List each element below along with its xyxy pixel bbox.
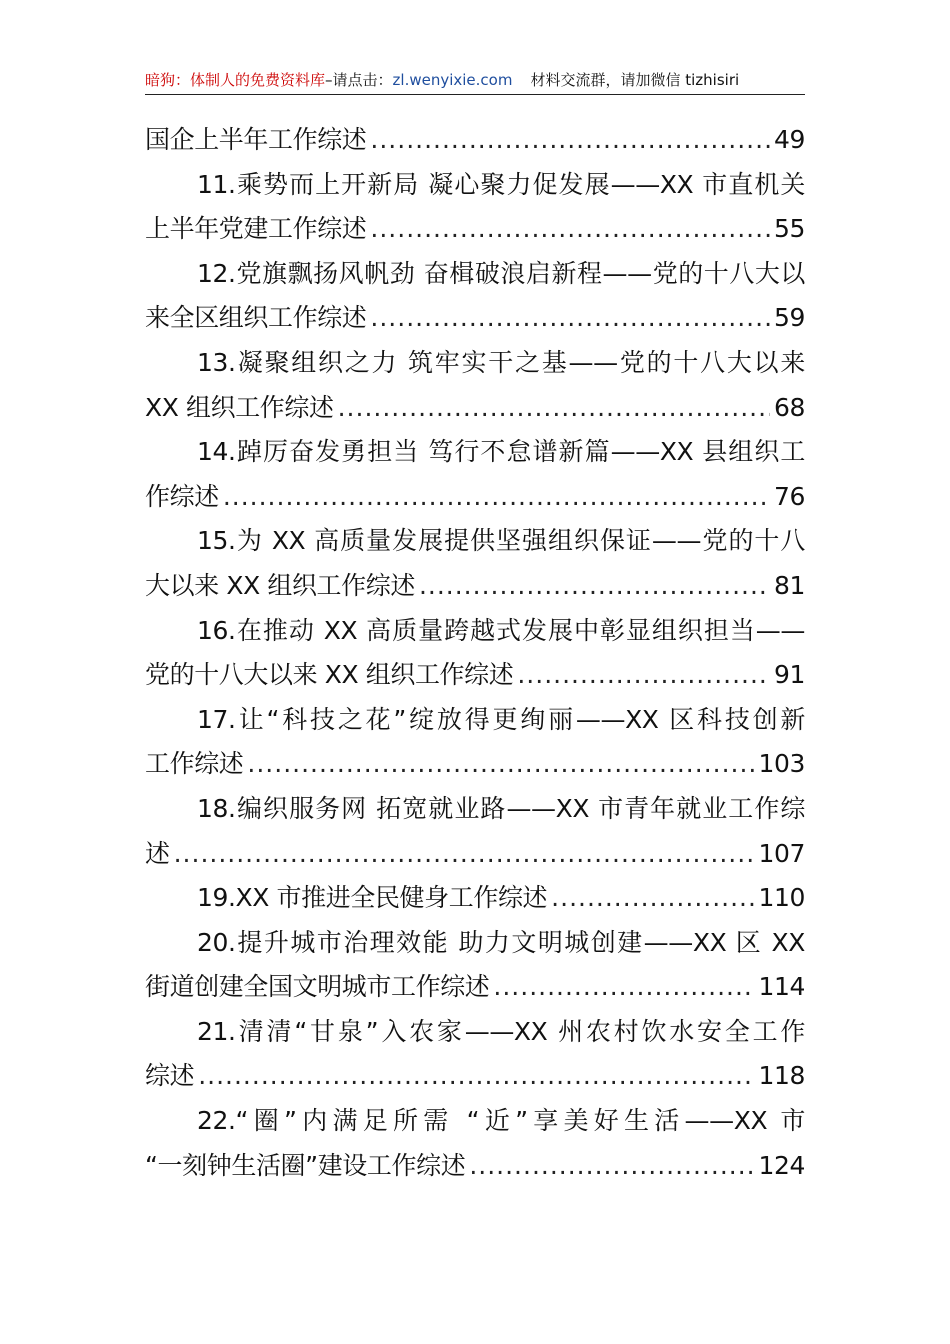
dot-leader — [370, 207, 770, 252]
dot-leader — [338, 386, 770, 431]
toc-entry-title-line2: 党的十八大以来 XX 组织工作综述 — [145, 660, 514, 690]
toc-entry-title-line1[interactable]: 21.清清“甘泉”入农家——XX 州农村饮水安全工作 — [197, 1016, 805, 1046]
toc-entry-title-line2: 来全区组织工作综述 — [145, 303, 367, 333]
toc-page-number: 124 — [758, 1150, 805, 1180]
toc-entry-title-line2: 街道创建全国文明城市工作综述 — [145, 972, 490, 1002]
toc-page-number: 59 — [773, 303, 805, 333]
dot-leader — [247, 742, 754, 787]
dot-leader — [370, 296, 770, 341]
toc-entry[interactable] — [145, 296, 805, 341]
toc-page-number: 118 — [758, 1061, 805, 1091]
toc-entry-title-line1[interactable]: 22.“圈”内满足所需 “近”享美好生活——XX 市 — [197, 1106, 805, 1136]
toc-entry-title-line2: XX 组织工作综述 — [145, 392, 334, 422]
header-wechat-note: 材料交流群，请加微信 tizhisiri — [530, 71, 740, 89]
toc-entry-title-line2: 综述 — [145, 1061, 195, 1091]
dot-leader — [469, 1144, 754, 1189]
toc-entry[interactable] — [145, 118, 805, 163]
toc-entry-title-line1[interactable]: 11.乘势而上开新局 凝心聚力促发展——XX 市直机关 — [197, 169, 805, 199]
toc-entry[interactable] — [145, 475, 805, 520]
dot-leader — [198, 1054, 754, 1099]
header-url-link[interactable]: zl.wenyixie.com — [392, 71, 513, 89]
toc-page-number: 91 — [773, 660, 805, 690]
toc-entry-title: 国企上半年工作综述 — [145, 125, 367, 154]
toc-entry[interactable] — [145, 1144, 805, 1189]
toc-entry-title-line1[interactable]: 17.让“科技之花”绽放得更绚丽——XX 区科技创新 — [197, 704, 805, 734]
dot-leader — [223, 475, 770, 520]
page-header — [145, 66, 805, 95]
header-click-prompt: –请点击： — [325, 71, 393, 89]
toc-entry-title-line2: 工作综述 — [145, 749, 244, 779]
dot-leader — [493, 965, 754, 1010]
toc-entry[interactable] — [145, 876, 805, 921]
toc-page-number: 110 — [758, 883, 805, 913]
toc-page-number: 49 — [773, 125, 805, 154]
toc-entry[interactable] — [145, 832, 805, 877]
toc-entry-title-line2: 大以来 XX 组织工作综述 — [145, 570, 415, 600]
dot-leader — [370, 118, 770, 163]
toc-page-number: 55 — [773, 214, 805, 244]
toc-page-number: 103 — [758, 749, 805, 779]
toc-entry-title-line2: 作综述 — [145, 481, 219, 511]
toc-entry-title-line1[interactable]: 13.凝聚组织之力 筑牢实干之基——党的十八大以来 — [197, 347, 805, 377]
toc-entry-title-line1[interactable]: 20.提升城市治理效能 助力文明城创建——XX 区 XX — [197, 927, 805, 957]
toc-entry-title-line1[interactable]: 14.踔厉奋发勇担当 笃行不怠谱新篇——XX 县组织工 — [197, 437, 805, 467]
toc-entry-title-line2: “一刻钟生活圈”建设工作综述 — [145, 1150, 466, 1180]
dot-leader — [551, 876, 754, 921]
toc-entry-title: 19.XX 市推进全民健身工作综述 — [197, 883, 548, 913]
toc-entry[interactable] — [145, 1054, 805, 1099]
toc-page-number: 81 — [773, 570, 805, 600]
table-of-contents — [145, 118, 805, 1188]
toc-page-number: 68 — [773, 392, 805, 422]
toc-page-number: 114 — [758, 972, 805, 1002]
toc-entry-title-line2: 述 — [145, 838, 170, 868]
toc-entry[interactable] — [145, 207, 805, 252]
toc-entry-title-line1[interactable]: 16.在推动 XX 高质量跨越式发展中彰显组织担当—— — [197, 615, 805, 645]
toc-entry[interactable] — [145, 386, 805, 431]
toc-entry-title-line1[interactable]: 15.为 XX 高质量发展提供坚强组织保证——党的十八 — [197, 526, 805, 556]
toc-entry-title-line2: 上半年党建工作综述 — [145, 214, 367, 244]
toc-entry[interactable] — [145, 742, 805, 787]
toc-entry[interactable] — [145, 653, 805, 698]
dot-leader — [174, 832, 755, 877]
toc-entry[interactable] — [145, 564, 805, 609]
toc-page-number: 76 — [773, 481, 805, 511]
dot-leader — [419, 564, 770, 609]
toc-page-number: 107 — [758, 838, 805, 868]
header-site-name: 暗狗：体制人的免费资料库 — [145, 71, 326, 89]
toc-entry[interactable] — [145, 965, 805, 1010]
toc-entry-title-line1[interactable]: 18.编织服务网 拓宽就业路——XX 市青年就业工作综 — [197, 793, 805, 823]
dot-leader — [517, 653, 770, 698]
toc-entry-title-line1[interactable]: 12.党旗飘扬风帆劲 奋楫破浪启新程——党的十八大以 — [197, 258, 805, 288]
